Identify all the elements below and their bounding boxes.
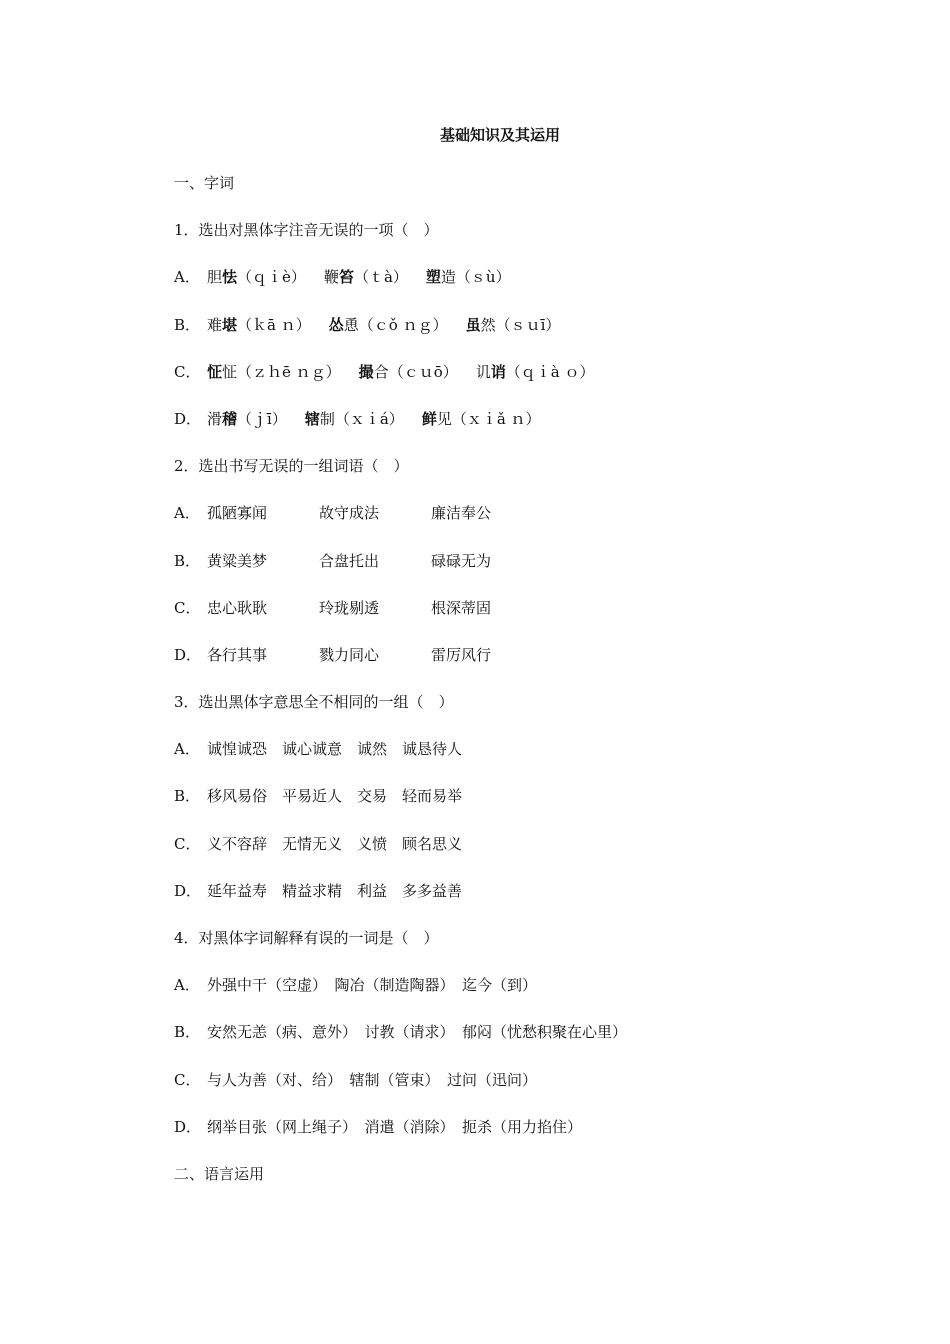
option-label: C． [174, 598, 201, 617]
option-item: 胆怯（ｑｉè） [207, 268, 306, 287]
question-option [174, 314, 914, 361]
option-text: 诚惶诚恐 诚心诚意 诚然 诚恳待人 [207, 740, 463, 759]
option-text: 安然无恙（病、意外） 讨教（请求） 郁闷（忧愁积聚在心里） [207, 1023, 628, 1042]
question-stem: 4．对黑体字词解释有误的一词是（ ） [174, 929, 439, 947]
question-option [174, 644, 914, 691]
option-text: 与人为善（对、给） 辖制（管束） 过问（迅问） [207, 1070, 538, 1089]
option-label: C． [174, 1070, 201, 1089]
section-heading: 一、字词 [174, 174, 235, 192]
option-word: 玲珑剔透 [319, 598, 380, 617]
option-word: 各行其事 [207, 645, 268, 664]
option-word: 孤陋寡闻 [207, 504, 268, 523]
question-option [174, 502, 914, 549]
option-item: 滑稽（ｊī） [207, 409, 287, 428]
option-item: 怂恿（ｃǒ ｎｇ） [328, 315, 448, 334]
option-item: 怔怔（ｚｈē ｎｇ） [207, 362, 341, 381]
option-label: A． [174, 504, 200, 523]
document-body [174, 172, 914, 1210]
question-option [174, 361, 914, 408]
option-word: 根深蒂固 [431, 598, 492, 617]
option-text: 外强中干（空虚） 陶冶（制造陶器） 迄今（到） [207, 976, 538, 995]
question-option [174, 550, 914, 597]
question-stem: 3．选出黑体字意思全不相同的一组（ ） [174, 693, 454, 712]
option-word: 忠心耿耿 [207, 598, 268, 617]
option-item: 辖制（ｘｉá） [304, 409, 404, 428]
option-label: B． [174, 1023, 201, 1042]
option-word: 黄粱美梦 [207, 551, 268, 570]
option-item: 塑造（ｓù） [425, 268, 511, 287]
option-item: 鞭笞（ｔà） [323, 268, 408, 287]
option-label: C． [174, 362, 201, 381]
option-label: D． [174, 645, 202, 664]
question-option [174, 1116, 914, 1163]
option-item: 鲜见（ｘｉǎ ｎ） [421, 409, 541, 428]
option-label: C． [174, 834, 201, 853]
option-label: A． [174, 740, 200, 759]
option-label: B． [174, 315, 201, 334]
option-text: 延年益寿 精益求精 利益 多多益善 [207, 881, 463, 900]
option-text: 义不容辞 无情无义 义愤 顾名思义 [207, 834, 463, 853]
question-option [174, 785, 914, 832]
option-item: 讥诮（ｑｉà ｏ） [475, 362, 595, 381]
option-label: D． [174, 409, 202, 428]
option-label: A． [174, 976, 200, 995]
option-word: 合盘托出 [319, 551, 380, 570]
option-item: 虽然（ｓｕī） [465, 315, 561, 334]
section-heading: 二、语言运用 [174, 1164, 265, 1183]
question-option [174, 1069, 914, 1116]
option-text: 纲举目张（网上绳子） 消遣（消除） 扼杀（用力掐住） [207, 1117, 583, 1136]
option-word: 故守成法 [319, 504, 380, 523]
option-word: 碌碌无为 [431, 551, 492, 570]
option-word: 戮力同心 [319, 645, 380, 664]
option-item: 难堪（ｋā ｎ） [207, 315, 311, 334]
option-label: D． [174, 881, 202, 900]
option-word: 廉洁奉公 [431, 504, 492, 523]
page-title: 基础知识及其运用 [439, 126, 560, 144]
question-option [174, 597, 914, 644]
option-label: A． [174, 268, 200, 287]
option-label: D． [174, 1117, 202, 1136]
option-text: 移风易俗 平易近人 交易 轻而易举 [207, 787, 463, 806]
question-option [174, 266, 914, 313]
option-label: B． [174, 787, 201, 806]
option-word: 雷厉风行 [431, 645, 492, 664]
question-option [174, 974, 914, 1021]
option-label: B． [174, 551, 201, 570]
question-option [174, 1021, 914, 1068]
question-option [174, 408, 914, 455]
question-stem: 2．选出书写无误的一组词语（ ） [174, 457, 409, 476]
question-option [174, 738, 914, 785]
question-stem: 1．选出对黑体字注音无误的一项（ ） [174, 221, 439, 240]
option-item: 撮合（ｃｕō） [358, 362, 458, 381]
question-option [174, 880, 914, 927]
question-option [174, 833, 914, 880]
